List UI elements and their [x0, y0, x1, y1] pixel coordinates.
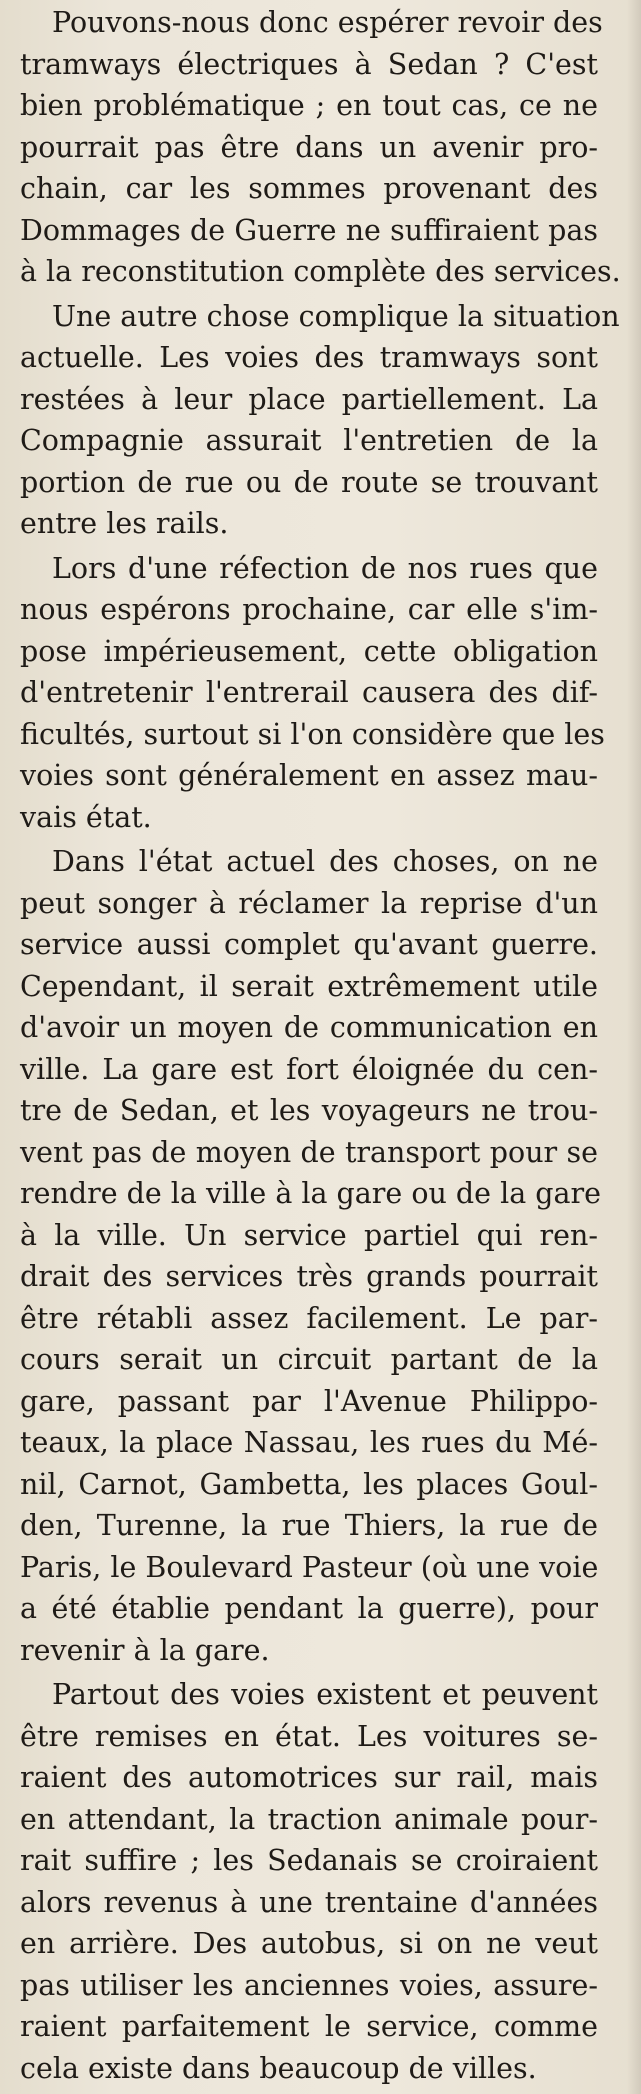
- article-paragraph: [20, 841, 601, 1671]
- text-line: service aussi complet qu'avant guerre.: [20, 928, 598, 961]
- text-line: revenir à la gare.: [20, 1633, 270, 1667]
- article-paragraph: [20, 548, 605, 839]
- text-line: teaux, la place Nassau, les rues du Mé-: [20, 1426, 598, 1459]
- text-line: Partout des voies existent et peuvent: [52, 1678, 598, 1711]
- text-line: pose impérieusement, cette obligation: [20, 634, 598, 668]
- text-line: Dans l'état actuel des choses, on ne: [52, 845, 598, 878]
- article-paragraph: [20, 2, 621, 293]
- text-line: d'entretenir l'entrerail causera des dif-: [20, 676, 598, 709]
- text-line: cela existe dans beaucoup de villes.: [20, 2051, 537, 2085]
- text-line: Une autre chose complique la situation: [52, 299, 620, 333]
- text-line: Dommages de Guerre ne suffiraient pas: [20, 213, 598, 247]
- article-paragraph: [20, 1674, 598, 2089]
- article-paragraph: [20, 296, 620, 545]
- text-line: tre de Sedan, et les voyageurs ne trou-: [20, 1094, 598, 1127]
- text-line: en arrière. Des autobus, si on ne veut: [20, 1927, 598, 1960]
- text-line: chain, car les sommes provenant des: [20, 172, 598, 205]
- text-line: alors revenus à une trentaine d'années: [20, 1885, 598, 1919]
- text-line: drait des services très grands pourrait: [20, 1260, 598, 1293]
- text-line: être rétabli assez facilement. Le par-: [20, 1301, 598, 1335]
- text-line: Compagnie assurait l'entretien de la: [20, 424, 598, 457]
- text-line: bien problématique ; en tout cas, ce ne: [20, 89, 598, 122]
- text-line: actuelle. Les voies des tramways sont: [20, 341, 598, 374]
- text-line: cours serait un circuit partant de la: [20, 1343, 598, 1376]
- text-line: a été établie pendant la guerre), pour: [20, 1592, 598, 1625]
- text-line: voies sont généralement en assez mau-: [20, 759, 598, 792]
- text-line: nil, Carnot, Gambetta, les places Goul-: [20, 1467, 598, 1501]
- text-line: raient des automotrices sur rail, mais: [20, 1761, 598, 1794]
- text-line: gare, passant par l'Avenue Philippo-: [20, 1384, 598, 1418]
- text-line: portion de rue ou de route se trouvant: [20, 465, 598, 499]
- text-line: ficultés, surtout si l'on considère que les: [20, 717, 605, 751]
- text-line: tramways électriques à Sedan ? C'est: [20, 47, 598, 81]
- article-column: [20, 2, 621, 2092]
- text-line: Paris, le Boulevard Pasteur (où une voie: [20, 1550, 599, 1584]
- text-line: nous espérons prochaine, car elle s'im-: [20, 593, 598, 626]
- text-line: den, Turenne, la rue Thiers, la rue de: [20, 1509, 598, 1542]
- text-line: Pouvons-nous donc espérer revoir des: [52, 6, 603, 39]
- text-line: vent pas de moyen de transport pour se: [20, 1135, 598, 1169]
- text-line: en attendant, la traction animale pour-: [20, 1802, 598, 1836]
- text-line: rait suffire ; les Sedanais se croiraient: [20, 1844, 598, 1877]
- text-line: Lors d'une réfection de nos rues que: [52, 551, 598, 585]
- text-line: restées à leur place partiellement. La: [20, 382, 598, 416]
- text-line: entre les rails.: [20, 507, 229, 540]
- text-line: être remises en état. Les voitures se-: [20, 1719, 598, 1753]
- text-line: vais état.: [20, 800, 152, 834]
- text-line: à la reconstitution complète des services.: [20, 255, 621, 288]
- text-line: pourrait pas être dans un avenir pro-: [20, 130, 598, 164]
- text-line: peut songer à réclamer la reprise d'un: [20, 886, 598, 920]
- text-line: d'avoir un moyen de communication en: [20, 1011, 598, 1044]
- text-line: pas utiliser les anciennes voies, assure-: [20, 1968, 598, 2002]
- text-line: à la ville. Un service partiel qui ren-: [20, 1218, 598, 1252]
- text-line: rendre de la ville à la gare ou de la gare: [20, 1177, 601, 1210]
- text-line: ville. La gare est fort éloignée du cen-: [20, 1052, 598, 1086]
- text-line: Cependant, il serait extrêmement utile: [20, 969, 598, 1003]
- page-edge-shadow: [627, 0, 641, 2094]
- text-line: raient parfaitement le service, comme: [20, 2010, 598, 2043]
